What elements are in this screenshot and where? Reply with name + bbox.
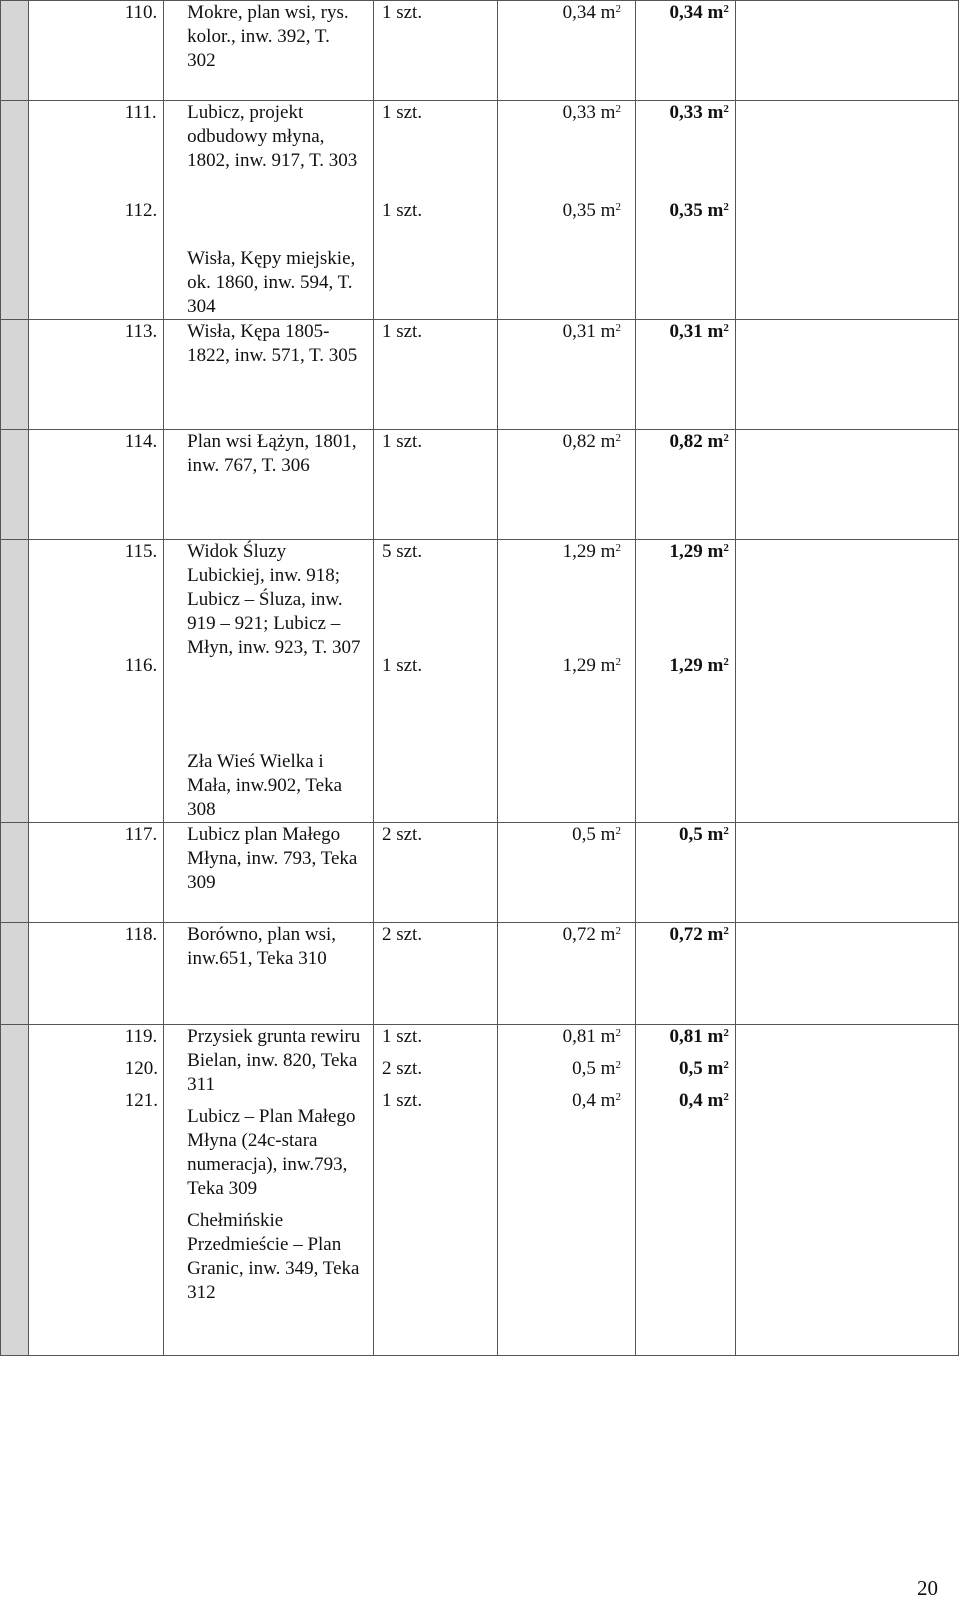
total-unit-superscript: 2: [723, 925, 729, 937]
item-number: 116.: [124, 655, 158, 676]
item-total-cell: [635, 430, 735, 540]
item-total-cell: [635, 923, 735, 1025]
area-unit-superscript: 2: [615, 432, 621, 444]
item-number: 120.: [124, 1058, 158, 1079]
row-marker-cell: [1, 923, 29, 1025]
item-quantity-cell: [373, 320, 497, 430]
trailing-empty-cell: [735, 823, 958, 923]
item-area-value: 0,81 m: [562, 1026, 616, 1047]
row-marker-cell: [1, 430, 29, 540]
item-description-cell: [164, 923, 374, 1025]
item-description: Zła Wieś Wielka i Mała, inw.902, Teka 308: [187, 751, 343, 820]
item-area-value: 0,5 m: [572, 824, 616, 845]
item-number: 110.: [124, 2, 158, 23]
row-marker-cell: [1, 101, 29, 320]
total-unit-superscript: 2: [723, 1059, 729, 1071]
item-number-cell: [28, 1, 163, 101]
item-total: [636, 654, 735, 678]
item-area-cell: [498, 1, 636, 101]
item-total: [636, 923, 735, 947]
item-area: [498, 1057, 635, 1081]
item-quantity: 1 szt.: [381, 655, 423, 676]
area-unit-superscript: 2: [615, 322, 621, 334]
item-total-value: 0,31 m: [669, 321, 724, 342]
item-description: Wisła, Kępa 1805-1822, inw. 571, T. 305: [187, 321, 358, 366]
trailing-empty-cell: [735, 320, 958, 430]
item-area-cell: [498, 430, 636, 540]
item-total: [636, 1, 735, 25]
item-number-cell: [28, 320, 163, 430]
item-total-value: 0,82 m: [669, 431, 724, 452]
total-unit-superscript: 2: [723, 201, 729, 213]
item-area: [498, 923, 635, 947]
item-quantity: 1 szt.: [381, 200, 423, 221]
item-quantity: 1 szt.: [381, 2, 423, 23]
item-total-value: 0,34 m: [669, 2, 724, 23]
item-area-value: 0,34 m: [562, 2, 616, 23]
item-description-cell: [164, 823, 374, 923]
item-total-value: 0,4 m: [679, 1090, 724, 1111]
item-quantity: 1 szt.: [381, 1090, 423, 1111]
total-unit-superscript: 2: [723, 542, 729, 554]
item-description: Borówno, plan wsi, inw.651, Teka 310: [187, 924, 336, 969]
total-unit-superscript: 2: [723, 656, 729, 668]
row-marker-cell: [1, 1025, 29, 1356]
item-quantity: 2 szt.: [381, 1058, 423, 1079]
item-quantity: 5 szt.: [381, 541, 423, 562]
item-description-cell: [164, 1025, 374, 1356]
trailing-empty-cell: [735, 1025, 958, 1356]
item-description: Mokre, plan wsi, rys. kolor., inw. 392, T. 302: [187, 2, 349, 71]
item-quantity: 1 szt.: [381, 1026, 423, 1047]
item-number-cell: [28, 540, 163, 823]
item-description: Plan wsi Łążyn, 1801, inw. 767, T. 306: [187, 431, 357, 476]
item-total-value: 0,33 m: [669, 102, 724, 123]
item-area: [498, 654, 635, 678]
item-area-value: 0,72 m: [562, 924, 616, 945]
item-area: [498, 540, 635, 564]
row-marker-cell: [1, 823, 29, 923]
item-area: [498, 1089, 635, 1113]
item-area-cell: [498, 101, 636, 320]
trailing-empty-cell: [735, 540, 958, 823]
item-description: Lubicz plan Małego Młyna, inw. 793, Teka 309: [187, 824, 358, 893]
item-total-value: 0,81 m: [669, 1026, 724, 1047]
item-total-value: 1,29 m: [669, 541, 724, 562]
item-area-value: 0,5 m: [572, 1058, 616, 1079]
total-unit-superscript: 2: [723, 103, 729, 115]
item-total: [636, 430, 735, 454]
row-marker-cell: [1, 320, 29, 430]
item-quantity: 2 szt.: [381, 824, 423, 845]
item-total: [636, 823, 735, 847]
item-number-cell: [28, 823, 163, 923]
area-unit-superscript: 2: [615, 201, 621, 213]
item-total-cell: [635, 101, 735, 320]
item-number: 119.: [124, 1026, 158, 1047]
table-row: [1, 540, 959, 823]
total-unit-superscript: 2: [723, 322, 729, 334]
item-description: Lubicz – Plan Małego Młyna (24c-stara numeracja), inw.793, Teka 309: [187, 1106, 356, 1199]
table-row: [1, 1025, 959, 1356]
total-unit-superscript: 2: [723, 432, 729, 444]
total-unit-superscript: 2: [723, 825, 729, 837]
trailing-empty-cell: [735, 101, 958, 320]
item-description: Lubicz, projekt odbudowy młyna, 1802, inw. 917, T. 303: [187, 102, 358, 171]
table-row: [1, 823, 959, 923]
table-row: [1, 430, 959, 540]
table-row: [1, 923, 959, 1025]
item-total-cell: [635, 1025, 735, 1356]
item-area-value: 0,82 m: [562, 431, 616, 452]
item-total-value: 0,72 m: [669, 924, 724, 945]
item-total-cell: [635, 540, 735, 823]
item-area: [498, 823, 635, 847]
item-description-cell: [164, 1, 374, 101]
item-area-value: 1,29 m: [562, 655, 616, 676]
item-description-cell: [164, 540, 374, 823]
area-unit-superscript: 2: [615, 1059, 621, 1071]
item-total: [636, 1025, 735, 1049]
total-unit-superscript: 2: [723, 3, 729, 15]
item-quantity: 2 szt.: [381, 924, 423, 945]
area-unit-superscript: 2: [615, 656, 621, 668]
item-total-value: 0,5 m: [679, 824, 724, 845]
item-area: [498, 199, 635, 223]
item-quantity-cell: [373, 1, 497, 101]
total-unit-superscript: 2: [723, 1091, 729, 1103]
item-quantity: 1 szt.: [381, 431, 423, 452]
item-total: [636, 199, 735, 223]
item-total-value: 0,5 m: [679, 1058, 724, 1079]
row-marker-cell: [1, 1, 29, 101]
item-total-cell: [635, 320, 735, 430]
item-area-value: 0,4 m: [572, 1090, 616, 1111]
item-number: 114.: [124, 431, 158, 452]
item-description: Wisła, Kępy miejskie, ok. 1860, inw. 594, T. 304: [187, 248, 356, 317]
item-number: 113.: [124, 321, 158, 342]
item-area-cell: [498, 1025, 636, 1356]
item-number-cell: [28, 430, 163, 540]
total-unit-superscript: 2: [723, 1027, 729, 1039]
item-description: Widok Śluzy Lubickiej, inw. 918; Lubicz – Śluza, inw. 919 – 921; Lubicz – Młyn, inw. 923, T. 307: [187, 541, 361, 658]
item-area-cell: [498, 320, 636, 430]
item-area-cell: [498, 540, 636, 823]
item-description-cell: [164, 430, 374, 540]
item-description-cell: [164, 320, 374, 430]
item-quantity-cell: [373, 823, 497, 923]
item-area: [498, 430, 635, 454]
item-total: [636, 1089, 735, 1113]
item-area-cell: [498, 923, 636, 1025]
area-unit-superscript: 2: [615, 925, 621, 937]
item-area: [498, 320, 635, 344]
item-quantity-cell: [373, 540, 497, 823]
item-number-cell: [28, 101, 163, 320]
item-number: 117.: [124, 824, 158, 845]
item-total: [636, 1057, 735, 1081]
page-number: 20: [917, 1576, 938, 1600]
item-area-value: 0,31 m: [562, 321, 616, 342]
area-unit-superscript: 2: [615, 542, 621, 554]
item-area-value: 0,33 m: [562, 102, 616, 123]
item-number: 118.: [124, 924, 158, 945]
item-total: [636, 540, 735, 564]
item-quantity-cell: [373, 923, 497, 1025]
table-row: [1, 101, 959, 320]
item-description: Przysiek grunta rewiru Bielan, inw. 820, Teka 311: [187, 1026, 361, 1095]
item-total: [636, 320, 735, 344]
table-row: [1, 320, 959, 430]
item-total-value: 0,35 m: [669, 200, 724, 221]
inventory-table-body: [1, 1, 959, 1356]
item-quantity-cell: [373, 430, 497, 540]
item-quantity: 1 szt.: [381, 102, 423, 123]
item-area: [498, 1025, 635, 1049]
item-quantity-cell: [373, 101, 497, 320]
area-unit-superscript: 2: [615, 103, 621, 115]
item-number: 111.: [124, 102, 157, 123]
item-description: Chełmińskie Przedmieście – Plan Granic, inw. 349, Teka 312: [187, 1210, 360, 1303]
item-total-cell: [635, 1, 735, 101]
item-quantity-cell: [373, 1025, 497, 1356]
table-row: [1, 1, 959, 101]
item-number: 112.: [124, 200, 158, 221]
area-unit-superscript: 2: [615, 1027, 621, 1039]
trailing-empty-cell: [735, 430, 958, 540]
item-description-cell: [164, 101, 374, 320]
area-unit-superscript: 2: [615, 825, 621, 837]
trailing-empty-cell: [735, 923, 958, 1025]
item-total: [636, 101, 735, 125]
area-unit-superscript: 2: [615, 3, 621, 15]
item-number: 121.: [124, 1090, 158, 1111]
item-area-value: 0,35 m: [562, 200, 616, 221]
item-area: [498, 1, 635, 25]
item-total-cell: [635, 823, 735, 923]
item-area-cell: [498, 823, 636, 923]
item-number: 115.: [124, 541, 158, 562]
item-total-value: 1,29 m: [669, 655, 724, 676]
item-area-value: 1,29 m: [562, 541, 616, 562]
item-area: [498, 101, 635, 125]
row-marker-cell: [1, 540, 29, 823]
item-number-cell: [28, 923, 163, 1025]
trailing-empty-cell: [735, 1, 958, 101]
item-quantity: 1 szt.: [381, 321, 423, 342]
area-unit-superscript: 2: [615, 1091, 621, 1103]
item-number-cell: [28, 1025, 163, 1356]
